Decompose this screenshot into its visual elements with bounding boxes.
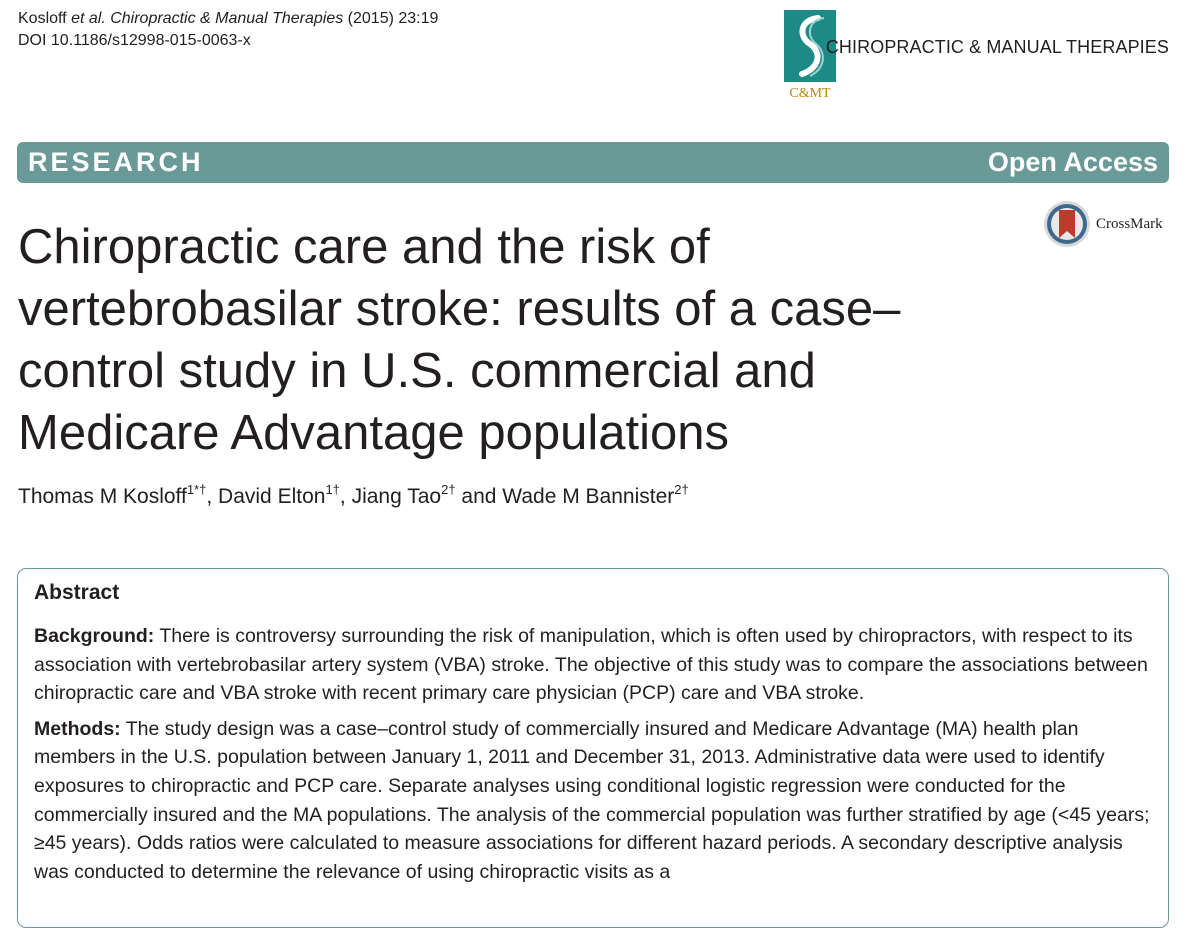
citation-journal: Chiropractic & Manual Therapies (110, 10, 344, 27)
article-type: RESEARCH (28, 147, 204, 177)
article-title: Chiropractic care and the risk of vertebrobasilar stroke: results of a case–control study in U.S. commercial and Medicare Advantage populations (18, 220, 901, 460)
author-name[interactable]: David Elton (218, 485, 326, 508)
methods-text: The study design was a case–control study of commercially insured and Medicare Advantage (MA) health plan members in the U.S. population between January 1, 2011 and December 31, 2013. Administrative data were used to identify exposures to chiropractic and PCP care. Separate analyses using conditional logistic regression were conducted for the commercially insured and the MA populations. The analysis of the commercial population was further stratified by age (<45 years; ≥45 years). Odds ratios were calculated to measure associations for different hazard periods. A secondary descriptive analysis was conducted to determine the relevance of using chiropractic visits as a (34, 717, 1150, 883)
open-access-label[interactable]: Open Access (987, 147, 1158, 177)
citation-authors: Kosloff (18, 10, 72, 27)
author-affiliation: 2† (441, 482, 456, 497)
author-separator: and (455, 485, 503, 508)
citation-etal: et al. (71, 10, 106, 27)
abstract-methods (34, 715, 1154, 887)
abstract-background (34, 622, 1154, 708)
citation-block (18, 8, 438, 52)
citation-doi[interactable]: DOI 10.1186/s12998-015-0063-x (18, 32, 251, 49)
abstract-heading: Abstract (34, 581, 120, 604)
author-list (18, 482, 689, 509)
journal-name: CHIROPRACTIC & MANUAL THERAPIES (825, 37, 1169, 57)
citation-volume: (2015) 23:19 (343, 10, 439, 27)
article-type-banner (17, 142, 1169, 183)
author-separator: , (339, 485, 352, 508)
crossmark-badge[interactable] (1043, 200, 1163, 248)
crossmark-icon (1043, 200, 1091, 248)
crossmark-label: CrossMark (1096, 215, 1163, 232)
author-affiliation: 1† (325, 482, 340, 497)
abstract-box (17, 568, 1169, 928)
author-affiliation: 2† (674, 482, 689, 497)
background-label: Background: (34, 625, 155, 647)
methods-label: Methods: (34, 717, 121, 740)
citation-line (18, 8, 438, 30)
author-affiliation: 1*† (186, 482, 207, 497)
author-name[interactable]: Jiang Tao (351, 485, 442, 508)
abstract-body (34, 622, 1154, 893)
author-separator: , (206, 485, 219, 508)
logo-text: C&MT (789, 86, 831, 100)
background-text: There is controversy surrounding the risk of manipulation, which is often used by chiropractors, with respect to its association with vertebrobasilar artery system (VBA) stroke. The objective of this study was to compare the associations between chiropractic care and VBA stroke with recent primary care physician (PCP) care and VBA stroke. (34, 625, 1148, 705)
author-name[interactable]: Wade M Bannister (502, 485, 675, 508)
author-name[interactable]: Thomas M Kosloff (18, 485, 187, 508)
